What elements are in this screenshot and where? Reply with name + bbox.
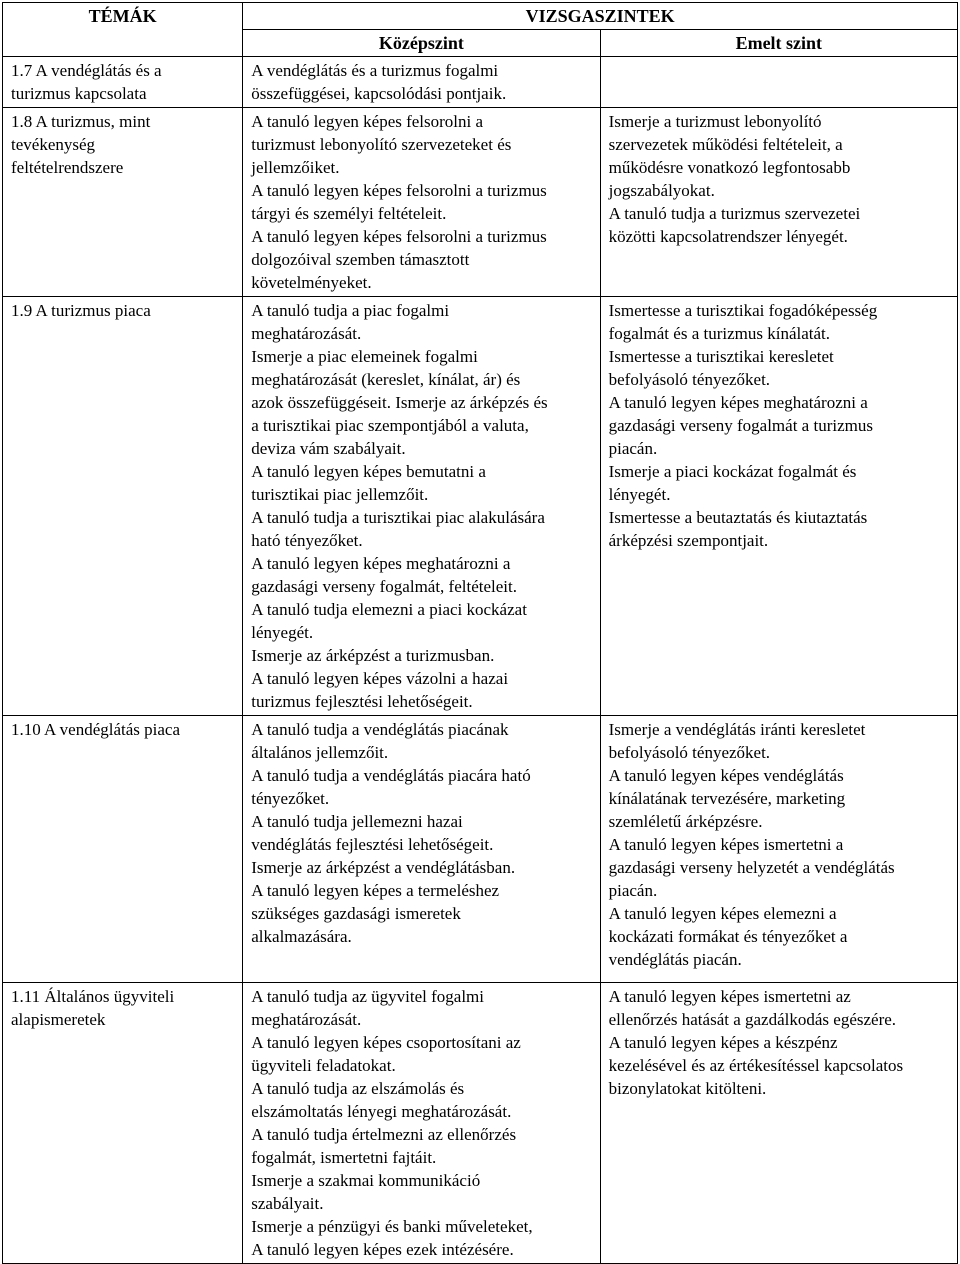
requirement-line: tárgyi és személyi feltételeit.	[251, 204, 447, 223]
topic-line: alapismeretek	[11, 1010, 106, 1029]
requirement-line: ügyviteli feladatokat.	[251, 1056, 396, 1075]
requirement-line: A tanuló tudja az ügyvitel fogalmi	[251, 987, 485, 1006]
requirement-line: Ismerje a pénzügyi és banki műveleteket,	[251, 1217, 533, 1236]
requirement-line: A tanuló legyen képes ismertetni a	[608, 835, 844, 854]
requirement-line: szervezetek működési feltételeit, a	[608, 135, 843, 154]
requirement-line: piacán.	[608, 881, 658, 900]
topic-line: tevékenység	[11, 135, 96, 154]
mid-level-cell	[243, 297, 600, 716]
topic-line: 1.7 A vendéglátás és a	[11, 61, 162, 80]
requirement-line: összefüggései, kapcsolódási pontjaik.	[251, 84, 507, 103]
requirement-line: A tanuló legyen képes elemezni a	[608, 904, 837, 923]
requirement-line: A tanuló legyen képes bemutatni a	[251, 462, 486, 481]
advanced-level-cell	[600, 983, 957, 1264]
exam-requirements-table	[2, 2, 958, 1264]
topic-cell	[3, 57, 243, 108]
topic-line: 1.9 A turizmus piaca	[11, 301, 151, 320]
requirement-line: A tanuló tudja a vendéglátás piacára ható	[251, 766, 531, 785]
requirement-line: turizmus fejlesztési lehetőségeit.	[251, 692, 473, 711]
requirement-line: szabályait.	[251, 1194, 324, 1213]
header-row	[3, 3, 958, 30]
requirement-line: követelményeket.	[251, 273, 372, 292]
requirement-line: A tanuló legyen képes meghatározni a	[251, 554, 511, 573]
requirement-line: A tanuló tudja értelmezni az ellenőrzés	[251, 1125, 517, 1144]
requirement-line: A tanuló legyen képes a termeléshez	[251, 881, 500, 900]
requirement-line: befolyásoló tényezőket.	[608, 370, 771, 389]
mid-level-cell	[243, 108, 600, 297]
requirement-line: bizonylatokat kitölteni.	[608, 1079, 767, 1098]
table-row	[3, 297, 958, 716]
requirement-line: meghatározását (kereslet, kínálat, ár) és	[251, 370, 521, 389]
requirement-line: kínálatának tervezésére, marketing	[608, 789, 846, 808]
topic-cell	[3, 716, 243, 983]
requirement-line: A tanuló legyen képes vendéglátás	[608, 766, 844, 785]
requirement-line: szükséges gazdasági ismeretek	[251, 904, 461, 923]
requirement-line: dolgozóival szemben támasztott	[251, 250, 470, 269]
mid-level-cell	[243, 57, 600, 108]
requirement-line: Ismerje a szakmai kommunikáció	[251, 1171, 481, 1190]
requirement-line: A tanuló tudja az elszámolás és	[251, 1079, 465, 1098]
requirement-line: vendéglátás piacán.	[608, 950, 742, 969]
requirement-line: A tanuló legyen képes meghatározni a	[608, 393, 868, 412]
requirement-line: gazdasági verseny fogalmát, feltételeit.	[251, 577, 517, 596]
topic-cell	[3, 297, 243, 716]
requirement-line: A tanuló tudja a vendéglátás piacának	[251, 720, 509, 739]
mid-level-cell	[243, 716, 600, 983]
topic-cell	[3, 983, 243, 1264]
requirement-line: fogalmát, ismertetni fajtáit.	[251, 1148, 437, 1167]
requirement-line: A tanuló tudja a piac fogalmi	[251, 301, 450, 320]
requirement-line: deviza vám szabályait.	[251, 439, 406, 458]
table-row	[3, 716, 958, 983]
requirement-line: lényegét.	[251, 623, 314, 642]
requirement-line: árképzési szempontjait.	[608, 531, 769, 550]
topic-line: 1.8 A turizmus, mint	[11, 112, 151, 131]
requirement-line: A tanuló legyen képes vázolni a hazai	[251, 669, 509, 688]
advanced-level-cell	[600, 57, 957, 108]
requirement-line: turizmust lebonyolító szervezeteket és	[251, 135, 512, 154]
table-row	[3, 57, 958, 108]
mid-level-header: Középszint	[243, 30, 600, 57]
requirement-line: általános jellemzőit.	[251, 743, 389, 762]
requirement-line: A tanuló legyen képes ezek intézésére.	[251, 1240, 514, 1259]
requirement-line: A tanuló legyen képes ismertetni az	[608, 987, 851, 1006]
requirement-line: közötti kapcsolatrendszer lényegét.	[608, 227, 848, 246]
requirement-line: Ismertesse a turisztikai fogadóképesség	[608, 301, 878, 320]
requirement-line: befolyásoló tényezőket.	[608, 743, 771, 762]
requirement-line: a turisztikai piac szempontjából a valuta,	[251, 416, 529, 435]
requirement-line: Ismertesse a beutaztatás és kiutaztatás	[608, 508, 868, 527]
advanced-level-cell	[600, 297, 957, 716]
requirement-line: A tanuló tudja a turisztikai piac alakulására	[251, 508, 545, 527]
requirement-line: gazdasági verseny helyzetét a vendéglátás	[608, 858, 895, 877]
requirement-line: jellemzőiket.	[251, 158, 340, 177]
requirement-line: A tanuló legyen képes csoportosítani az	[251, 1033, 521, 1052]
requirement-line: A tanuló legyen képes felsorolni a turizmus	[251, 227, 547, 246]
requirement-line: azok összefüggéseit. Ismerje az árképzés és	[251, 393, 548, 412]
requirement-line: A tanuló tudja elemezni a piaci kockázat	[251, 600, 527, 619]
requirement-line: Ismerje a turizmust lebonyolító	[608, 112, 822, 131]
levels-header: VIZSGASZINTEK	[243, 3, 958, 30]
requirement-line: Ismerje a vendéglátás iránti keresletet	[608, 720, 866, 739]
requirement-line: Ismerje a piac elemeinek fogalmi	[251, 347, 478, 366]
topic-line: turizmus kapcsolata	[11, 84, 147, 103]
requirement-line: gazdasági verseny fogalmát a turizmus	[608, 416, 873, 435]
requirement-line: A tanuló tudja a turizmus szervezetei	[608, 204, 861, 223]
topic-line: 1.10 A vendéglátás piaca	[11, 720, 181, 739]
topics-header: TÉMÁK	[3, 3, 243, 57]
requirement-line: meghatározását.	[251, 1010, 362, 1029]
requirement-line: A vendéglátás és a turizmus fogalmi	[251, 61, 499, 80]
requirement-line: elszámoltatás lényegi meghatározását.	[251, 1102, 512, 1121]
requirement-line: piacán.	[608, 439, 658, 458]
requirement-line: működésre vonatkozó legfontosabb	[608, 158, 851, 177]
advanced-level-cell	[600, 108, 957, 297]
requirement-line: A tanuló legyen képes a készpénz	[608, 1033, 838, 1052]
mid-level-cell	[243, 983, 600, 1264]
requirement-line: jogszabályokat.	[608, 181, 715, 200]
requirement-line: szemléletű árképzésre.	[608, 812, 763, 831]
topic-line: feltételrendszere	[11, 158, 124, 177]
topic-line: 1.11 Általános ügyviteli	[11, 987, 175, 1006]
requirement-line: vendéglátás fejlesztési lehetőségeit.	[251, 835, 494, 854]
requirement-line: Ismerje az árképzést a turizmusban.	[251, 646, 495, 665]
requirement-line: A tanuló legyen képes felsorolni a	[251, 112, 484, 131]
requirement-line: fogalmát és a turizmus kínálatát.	[608, 324, 831, 343]
advanced-level-header: Emelt szint	[600, 30, 957, 57]
requirement-line: Ismertesse a turisztikai keresletet	[608, 347, 834, 366]
requirement-line: Ismerje az árképzést a vendéglátásban.	[251, 858, 516, 877]
requirement-line: alkalmazására.	[251, 927, 352, 946]
requirement-line: A tanuló legyen képes felsorolni a turizmus	[251, 181, 547, 200]
table-row	[3, 983, 958, 1264]
requirement-line: kockázati formákat és tényezőket a	[608, 927, 848, 946]
requirement-line: A tanuló tudja jellemezni hazai	[251, 812, 463, 831]
requirement-line: ható tényezőket.	[251, 531, 363, 550]
advanced-level-cell	[600, 716, 957, 983]
requirement-line: ellenőrzés hatását a gazdálkodás egészére.	[608, 1010, 897, 1029]
requirement-line: meghatározását.	[251, 324, 362, 343]
requirement-line: Ismerje a piaci kockázat fogalmát és	[608, 462, 857, 481]
requirement-line: turisztikai piac jellemzőit.	[251, 485, 429, 504]
requirement-line: tényezőket.	[251, 789, 330, 808]
requirement-line: lényegét.	[608, 485, 671, 504]
table-row	[3, 108, 958, 297]
requirement-line: kezelésével és az értékesítéssel kapcsolatos	[608, 1056, 904, 1075]
topic-cell	[3, 108, 243, 297]
